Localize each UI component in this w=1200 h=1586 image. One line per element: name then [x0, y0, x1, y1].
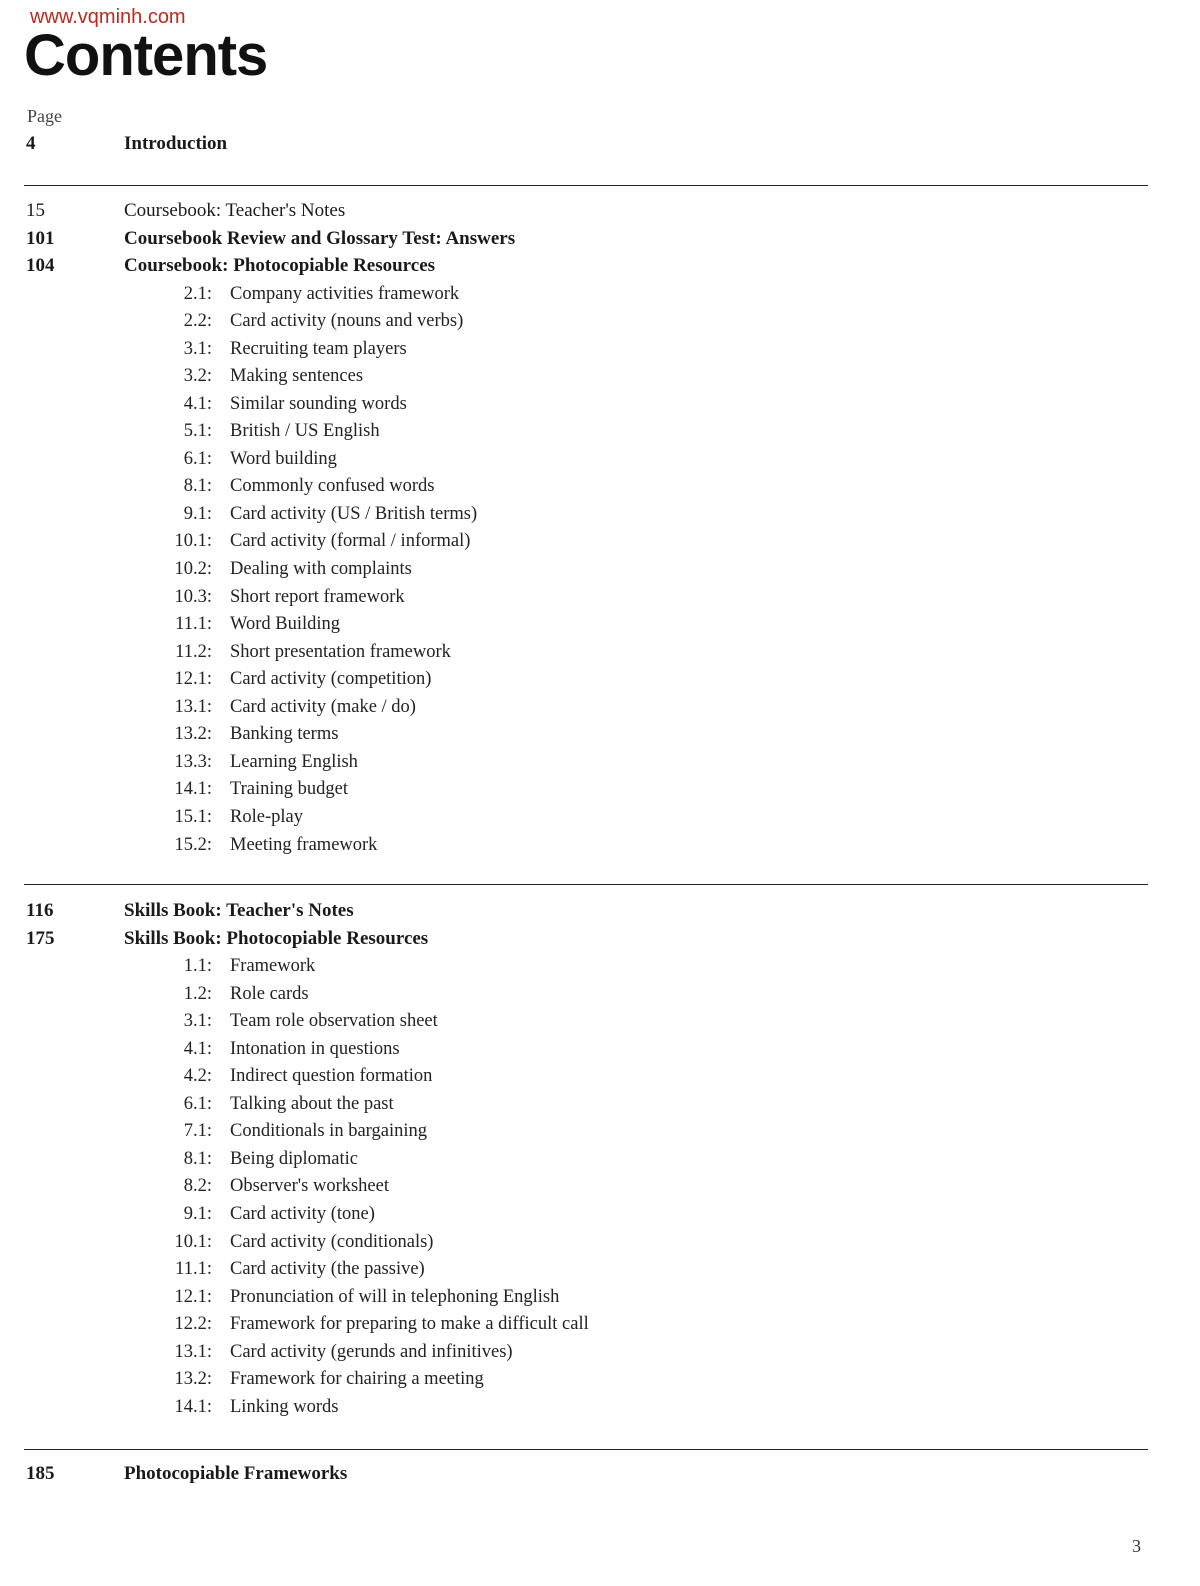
subentry-number: 7.1: [183, 1121, 212, 1142]
subentry-number: 11.1: [175, 1259, 212, 1280]
page-column-label: Page [27, 106, 62, 126]
toc-entry-title: Introduction [124, 133, 228, 154]
subentry-label: Meeting framework [230, 834, 378, 855]
subentry-number: 13.2: [174, 1369, 212, 1390]
subentry-label: Short report framework [230, 586, 405, 607]
subentry-label: Similar sounding words [230, 393, 407, 414]
subentry-label: Pronunciation of will in telephoning English [230, 1286, 560, 1307]
subentry-label: Role-play [230, 806, 303, 827]
subentry-label: Talking about the past [230, 1093, 394, 1114]
subentry-number: 13.3: [174, 751, 212, 772]
subentry-label: Word building [230, 448, 337, 469]
subentry-number: 14.1: [174, 1396, 212, 1417]
subentry-label: Dealing with complaints [230, 559, 412, 579]
subentry-number: 3.1: [183, 338, 212, 359]
subentry-number: 11.1: [175, 614, 212, 635]
subentry-number: 4.1: [183, 1038, 212, 1059]
subentry-number: 3.2: [183, 366, 212, 387]
subentry-number: 10.2: [174, 559, 212, 579]
subentry-label: Short presentation framework [230, 641, 451, 662]
subentry-number: 10.1: [174, 531, 212, 552]
subentry-number: 12.1: [174, 669, 212, 690]
toc-page-number: 4 [26, 133, 36, 154]
subentry-label: Intonation in questions [230, 1038, 400, 1059]
subentry-number: 8.2: [183, 1176, 212, 1197]
section-divider [24, 1449, 1148, 1450]
subentry-label: Card activity (conditionals) [230, 1231, 434, 1252]
subentry-label: Observer's worksheet [230, 1176, 389, 1197]
subentry-number: 15.1: [174, 806, 212, 827]
subentry-label: Learning English [230, 751, 358, 772]
subentry-label: Company activities framework [230, 283, 460, 304]
subentry-number: 10.3: [174, 586, 212, 607]
subentry-number: 8.1: [183, 1148, 212, 1169]
subentry-label: Framework [230, 956, 316, 976]
subentry-label: Role cards [230, 983, 309, 1004]
subentry-label: Card activity (US / British terms) [230, 503, 478, 524]
subentry-number: 14.1: [174, 779, 212, 800]
subentry-number: 6.1: [183, 1093, 212, 1114]
section-divider [24, 185, 1148, 186]
subentry-label: Framework for preparing to make a difficult call [230, 1314, 589, 1335]
subentry-number: 12.2: [174, 1314, 212, 1335]
subentry-number: 8.1: [183, 476, 212, 497]
subentry-number: 12.1: [174, 1286, 212, 1307]
subentry-number: 13.1: [174, 1341, 212, 1362]
subentry-number: 11.2: [175, 641, 212, 662]
subentry-label: Indirect question formation [230, 1066, 433, 1087]
toc-page-number: 185 [26, 1463, 55, 1484]
toc-entry-title: Photocopiable Frameworks [124, 1463, 348, 1484]
toc-entry-title: Skills Book: Photocopiable Resources [124, 927, 429, 949]
subentry-label: Conditionals in bargaining [230, 1121, 427, 1142]
subentry-number: 4.1: [183, 393, 212, 414]
subentry-number: 1.1: [183, 956, 212, 976]
subentry-label: Team role observation sheet [230, 1011, 438, 1032]
toc-entry-title: Coursebook: Teacher's Notes [124, 200, 346, 221]
subentry-number: 13.1: [174, 696, 212, 717]
subentry-label: Word Building [230, 614, 341, 635]
subentry-number: 6.1: [183, 448, 212, 469]
subentry-label: Linking words [230, 1396, 339, 1417]
subentry-number: 13.2: [174, 724, 212, 745]
toc-entry-title: Coursebook: Photocopiable Resources [124, 255, 436, 276]
subentry-label: Recruiting team players [230, 338, 407, 359]
subentry-number: 5.1: [183, 421, 212, 442]
subentry-number: 15.2: [174, 834, 212, 855]
subentry-label: Being diplomatic [230, 1148, 358, 1169]
toc-page-number: 116 [26, 900, 54, 921]
toc-page-number: 175 [26, 927, 55, 949]
subentry-number: 1.2: [183, 983, 212, 1004]
subentry-label: Banking terms [230, 724, 339, 745]
subentry-label: Framework for chairing a meeting [230, 1369, 484, 1390]
subentry-number: 4.2: [183, 1066, 212, 1087]
subentry-label: Commonly confused words [230, 476, 435, 497]
subentry-label: British / US English [230, 421, 380, 442]
subentry-label: Making sentences [230, 366, 364, 387]
subentry-number: 9.1: [183, 503, 212, 524]
subentry-number: 2.2: [183, 311, 212, 332]
subentry-label: Card activity (nouns and verbs) [230, 311, 464, 332]
subentry-label: Card activity (competition) [230, 669, 432, 690]
toc-entry-title: Coursebook Review and Glossary Test: Answers [124, 227, 516, 249]
subentry-label: Card activity (gerunds and infinitives) [230, 1341, 513, 1362]
toc-entry-title: Skills Book: Teacher's Notes [124, 900, 354, 921]
subentry-label: Card activity (make / do) [230, 696, 416, 717]
website-watermark: www.vqminh.com [30, 6, 186, 28]
toc-page-number: 104 [26, 255, 55, 276]
subentry-number: 9.1: [183, 1203, 212, 1224]
toc-page-number: 101 [26, 227, 55, 249]
subentry-label: Training budget [230, 779, 349, 800]
page-folio: 3 [1132, 1536, 1141, 1556]
subentry-label: Card activity (the passive) [230, 1259, 425, 1280]
subentry-label: Card activity (tone) [230, 1203, 375, 1224]
toc-page-number: 15 [26, 200, 45, 221]
subentry-number: 3.1: [183, 1011, 212, 1032]
section-divider [24, 884, 1148, 885]
subentry-label: Card activity (formal / informal) [230, 531, 471, 552]
page-title: Contents [24, 23, 268, 88]
subentry-number: 10.1: [174, 1231, 212, 1252]
subentry-number: 2.1: [183, 283, 212, 304]
